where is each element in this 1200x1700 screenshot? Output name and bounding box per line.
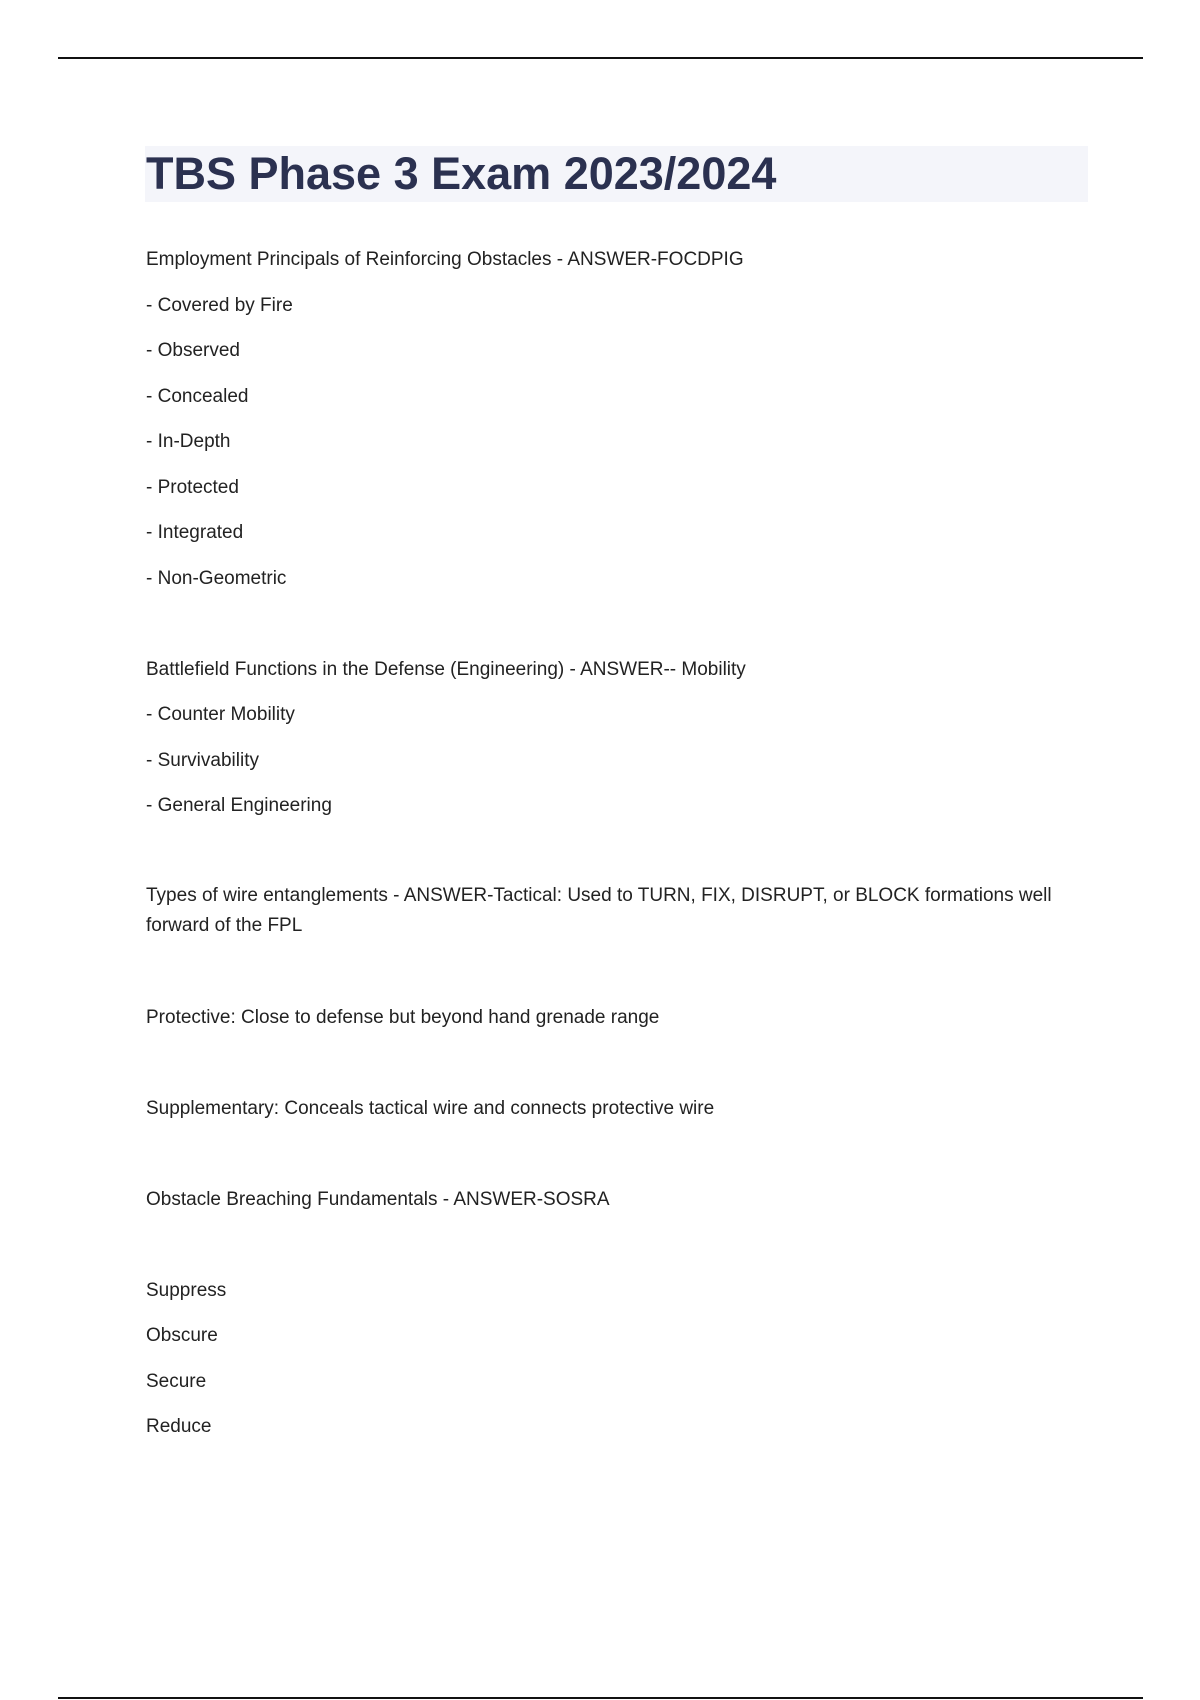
answer-item: - Non-Geometric [146, 568, 287, 589]
answer-item: Protective: Close to defense but beyond hand grenade range [146, 1007, 660, 1028]
answer-item: Supplementary: Conceals tactical wire and connects protective wire [146, 1098, 715, 1119]
answer-item: - Integrated [146, 522, 244, 543]
answer-item: - General Engineering [146, 795, 332, 816]
question-line: Battlefield Functions in the Defense (Engineering) - ANSWER-- Mobility [146, 659, 746, 680]
answer-item: - Observed [146, 340, 240, 361]
question-line: Types of wire entanglements - ANSWER-Tactical: Used to TURN, FIX, DISRUPT, or BLOCK formations well forward of the FPL [146, 885, 1052, 936]
document-title: TBS Phase 3 Exam 2023/2024 [146, 148, 777, 199]
question-line: Obstacle Breaching Fundamentals - ANSWER-SOSRA [146, 1189, 610, 1210]
answer-item: - In-Depth [146, 431, 231, 452]
answer-item: - Concealed [146, 386, 249, 407]
answer-item: Secure [146, 1371, 207, 1392]
answer-item: - Counter Mobility [146, 704, 295, 725]
answer-item: - Protected [146, 477, 239, 498]
header-rule [58, 57, 1143, 59]
answer-item: - Covered by Fire [146, 295, 293, 316]
question-line: Employment Principals of Reinforcing Obstacles - ANSWER-FOCDPIG [146, 249, 744, 270]
answer-item: Obscure [146, 1325, 218, 1346]
footer-rule [58, 1697, 1143, 1699]
answer-item: - Survivability [146, 750, 259, 771]
answer-item: Reduce [146, 1416, 212, 1437]
answer-item: Suppress [146, 1280, 227, 1301]
